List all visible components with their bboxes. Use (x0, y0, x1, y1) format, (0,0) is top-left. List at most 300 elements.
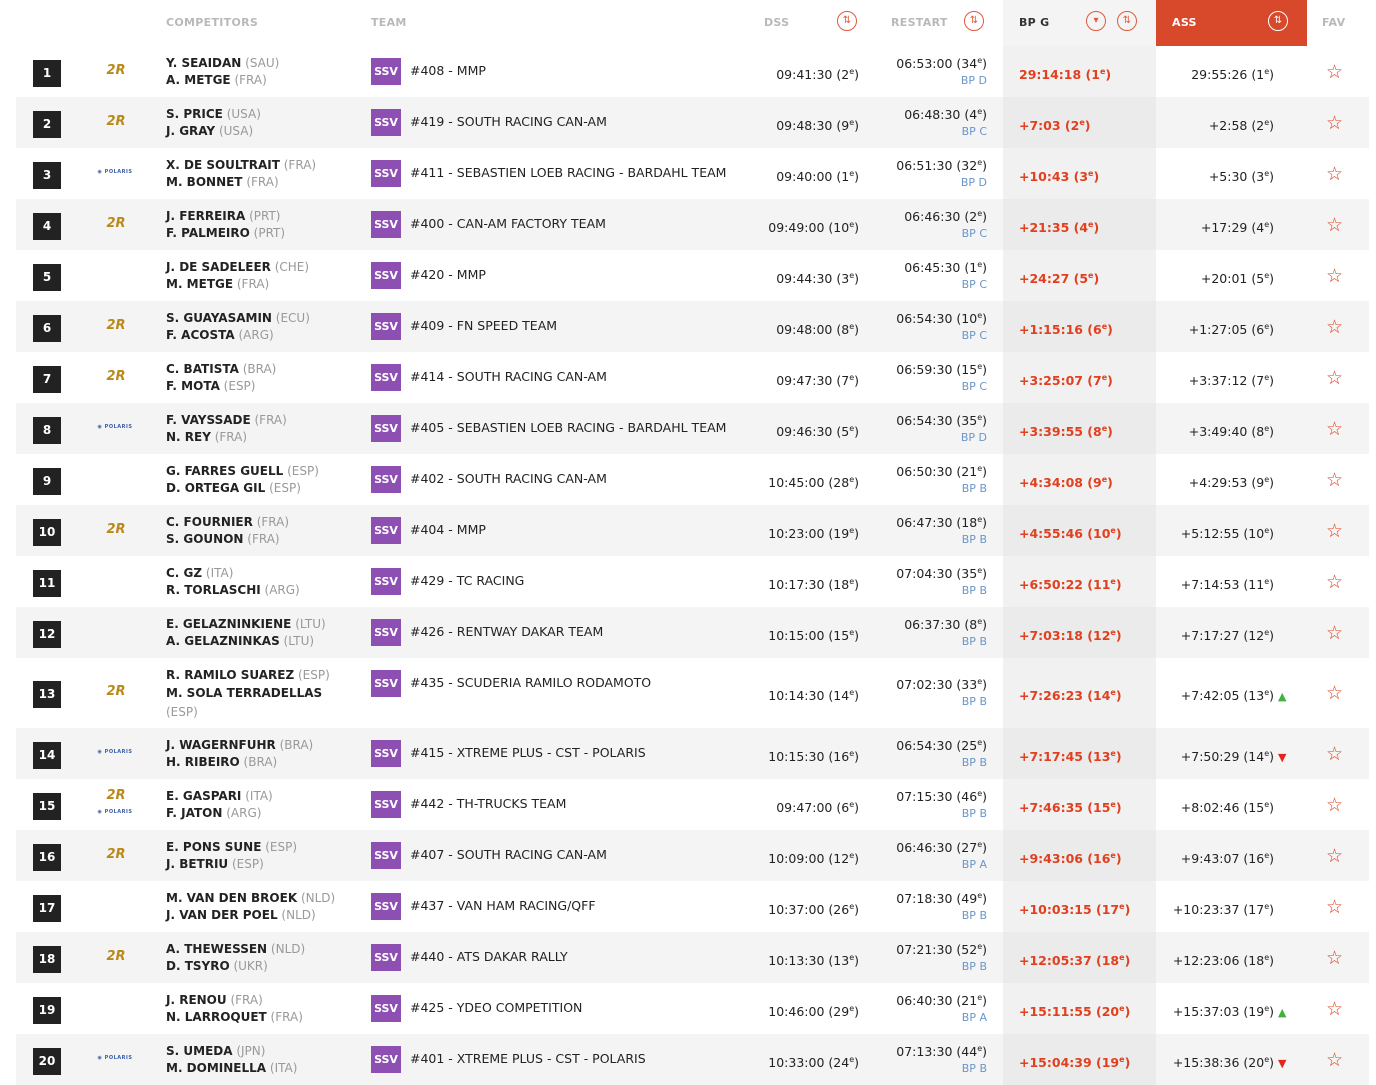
category-badge: SSV (371, 944, 401, 971)
bpg-time: 29:14:18 (1e) (1019, 67, 1112, 83)
dss-sort-icon[interactable]: ⇅ (837, 11, 857, 31)
bpg-time: +3:39:55 (8e) (1019, 424, 1113, 440)
codriver-name[interactable]: F. PALMEIRO (166, 226, 250, 240)
bpg-time: +7:46:35 (15e) (1019, 800, 1122, 816)
favorite-star-icon[interactable]: ☆ (1326, 998, 1344, 1020)
category-badge: SSV (371, 842, 401, 869)
favorite-star-icon[interactable]: ☆ (1326, 794, 1344, 816)
team-name[interactable]: #442 - TH-TRUCKS TEAM (410, 796, 567, 811)
codriver-name[interactable]: R. TORLASCHI (166, 583, 261, 597)
table-row[interactable] (16, 97, 1369, 148)
codriver-nationality: (BRA) (239, 755, 278, 769)
team-name[interactable]: #401 - XTREME PLUS - CST - POLARIS (410, 1051, 646, 1066)
restart-time: 06:37:30 (8e) BP B (904, 617, 987, 649)
team-name[interactable]: #400 - CAN-AM FACTORY TEAM (410, 216, 606, 231)
dss-time: 09:46:30 (5e) (776, 424, 859, 440)
team-name[interactable]: #425 - YDEO COMPETITION (410, 1000, 583, 1015)
dss-time: 09:41:30 (2e) (776, 67, 859, 83)
rank-badge: 17 (33, 895, 61, 922)
bp-label: BP B (961, 533, 987, 547)
bpg-time: +7:03 (2e) (1019, 118, 1091, 134)
favorite-star-icon[interactable]: ☆ (1326, 947, 1344, 969)
bpg-time: +10:03:15 (17e) (1019, 902, 1131, 918)
driver-nationality: (BRA) (238, 362, 277, 376)
driver-name[interactable]: C. BATISTA (166, 362, 239, 376)
table-row[interactable] (16, 148, 1369, 199)
rank-badge: 10 (33, 519, 61, 546)
team-name[interactable]: #440 - ATS DAKAR RALLY (410, 949, 568, 964)
ass-time: +7:17:27 (12e) (1180, 628, 1274, 644)
dss-time: 09:40:00 (1e) (776, 169, 859, 185)
codriver-name[interactable]: J. VAN DER POEL (166, 908, 278, 922)
rank-up-icon: ▲ (1278, 1006, 1287, 1019)
codriver-nationality: (FRA) (242, 175, 279, 189)
table-row[interactable] (16, 199, 1369, 250)
brand-2r-logo: 2R (106, 949, 126, 964)
table-row[interactable] (16, 505, 1369, 556)
restart-time: 06:59:30 (15e) BP C (896, 362, 987, 394)
bpg-time: +24:27 (5e) (1019, 271, 1100, 287)
restart-time: 06:51:30 (32e) BP D (896, 158, 987, 190)
favorite-star-icon[interactable]: ☆ (1326, 316, 1344, 338)
competitors-cell (166, 310, 310, 344)
category-badge: SSV (371, 313, 401, 340)
team-name[interactable]: #409 - FN SPEED TEAM (410, 318, 558, 333)
team-name[interactable]: #402 - SOUTH RACING CAN-AM (410, 471, 607, 486)
favorite-star-icon[interactable]: ☆ (1326, 367, 1344, 389)
restart-time: 06:50:30 (21e) BP B (896, 464, 987, 496)
bpg-sort-icon[interactable]: ⇅ (1117, 11, 1137, 31)
rank-down-icon: ▼ (1278, 751, 1287, 764)
ass-time: +7:42:05 (13e) (1180, 688, 1274, 704)
codriver-name[interactable]: A. GELAZNINKAS (166, 634, 280, 648)
rank-badge: 6 (33, 315, 61, 342)
restart-time: 07:04:30 (35e) BP B (896, 566, 987, 598)
driver-name[interactable]: R. RAMILO SUAREZ (166, 668, 295, 682)
bpg-time: +7:03:18 (12e) (1019, 628, 1122, 644)
codriver-name[interactable]: M. DOMINELLA (166, 1061, 267, 1075)
polaris-logo: ◉ POLARIS (97, 809, 133, 815)
driver-name[interactable]: M. VAN DEN BROEK (166, 891, 298, 905)
driver-nationality: (NLD) (267, 942, 306, 956)
bp-label: BP B (961, 695, 987, 709)
restart-time: 07:18:30 (49e) BP B (896, 891, 987, 923)
table-row[interactable] (16, 728, 1369, 779)
dss-time: 10:15:30 (16e) (768, 749, 859, 765)
driver-nationality: (NLD) (297, 891, 336, 905)
codriver-name[interactable]: F. JATON (166, 806, 223, 820)
codriver-nationality: (ARG) (234, 328, 274, 342)
dss-time: 10:14:30 (14e) (768, 688, 859, 704)
rank-badge: 1 (33, 60, 61, 87)
favorite-star-icon[interactable]: ☆ (1326, 265, 1344, 287)
category-badge: SSV (371, 466, 401, 493)
bpg-time: +7:26:23 (14e) (1019, 688, 1122, 704)
driver-nationality: (ECU) (271, 311, 310, 325)
codriver-nationality: (LTU) (279, 634, 315, 648)
category-badge: SSV (371, 160, 401, 187)
ass-time: +12:23:06 (18e) (1172, 953, 1274, 969)
bpg-time: +7:17:45 (13e) (1019, 749, 1122, 765)
team-name[interactable]: #426 - RENTWAY DAKAR TEAM (410, 624, 604, 639)
favorite-star-icon[interactable]: ☆ (1326, 214, 1344, 236)
table-row[interactable] (16, 46, 1369, 97)
codriver-name[interactable]: H. RIBEIRO (166, 755, 240, 769)
table-row[interactable] (16, 403, 1369, 454)
driver-nationality: (FRA) (250, 413, 287, 427)
driver-name[interactable]: X. DE SOULTRAIT (166, 158, 280, 172)
favorite-star-icon[interactable]: ☆ (1326, 61, 1344, 83)
driver-nationality: (FRA) (252, 515, 290, 529)
codriver-nationality: (ESP) (228, 857, 264, 871)
competitors-cell (166, 361, 276, 395)
driver-nationality: (ESP) (283, 464, 319, 478)
driver-name[interactable]: Y. SEAIDAN (166, 56, 242, 70)
dss-time: 10:33:00 (24e) (768, 1055, 859, 1071)
header-bpg[interactable]: BP G (1019, 16, 1050, 29)
codriver-nationality: (FRA) (233, 277, 270, 291)
rank-badge: 12 (33, 621, 61, 648)
rank-badge: 9 (33, 468, 61, 495)
driver-name[interactable]: C. GZ (166, 566, 203, 580)
codriver-nationality: (FRA) (230, 73, 267, 87)
polaris-logo: ◉ POLARIS (97, 169, 133, 175)
table-row[interactable] (16, 301, 1369, 352)
rank-badge: 19 (33, 997, 61, 1024)
codriver-name[interactable]: D. TSYRO (166, 959, 230, 973)
bpg-time: +12:05:37 (18e) (1019, 953, 1131, 969)
table-row[interactable] (16, 932, 1369, 983)
driver-nationality: (USA) (222, 107, 261, 121)
driver-nationality: (ITA) (241, 789, 273, 803)
dss-time: 10:23:00 (19e) (768, 526, 859, 542)
driver-name[interactable]: F. VAYSSADE (166, 413, 251, 427)
bp-label: BP B (961, 909, 987, 923)
dss-time: 09:47:00 (6e) (776, 800, 859, 816)
codriver-name[interactable]: J. BETRIU (166, 857, 229, 871)
driver-name[interactable]: S. PRICE (166, 107, 223, 121)
brand-2r-logo: 2R (106, 847, 126, 862)
codriver-nationality: (ARG) (260, 583, 300, 597)
restart-sort-icon[interactable]: ⇅ (964, 11, 984, 31)
codriver-nationality: (FRA) (210, 430, 248, 444)
restart-time: 06:45:30 (1e) BP C (904, 260, 987, 292)
codriver-name[interactable]: N. LARROQUET (166, 1010, 267, 1024)
ass-time: +8:02:46 (15e) (1180, 800, 1274, 816)
polaris-logo: ◉ POLARIS (97, 424, 133, 430)
brand-2r-logo: 2R (106, 114, 126, 129)
team-name[interactable]: #419 - SOUTH RACING CAN-AM (410, 114, 607, 129)
table-row[interactable] (16, 556, 1369, 607)
dss-time: 10:15:00 (15e) (768, 628, 859, 644)
codriver-name[interactable]: F. ACOSTA (166, 328, 235, 342)
ass-time: +7:14:53 (11e) (1180, 577, 1274, 593)
driver-nationality: (PRT) (245, 209, 281, 223)
team-name[interactable]: #415 - XTREME PLUS - CST - POLARIS (410, 745, 646, 760)
bpg-time: +21:35 (4e) (1019, 220, 1100, 236)
brand-2r-logo: 2R (106, 216, 126, 231)
codriver-name[interactable]: F. MOTA (166, 379, 220, 393)
driver-nationality: (ITA) (202, 566, 234, 580)
brand-2r-logo: 2R (106, 522, 126, 537)
codriver-nationality: (ARG) (222, 806, 262, 820)
driver-name[interactable]: E. PONS SUNE (166, 840, 262, 854)
brand-2r-logo: 2R (106, 318, 126, 333)
rank-up-icon: ▲ (1278, 690, 1287, 703)
category-badge: SSV (371, 995, 401, 1022)
chevron-down-icon[interactable]: ▾ (1086, 11, 1106, 31)
rank-down-icon: ▼ (1278, 1057, 1287, 1070)
codriver-nationality: (FRA) (266, 1010, 303, 1024)
ass-time: +7:50:29 (14e) (1180, 749, 1274, 765)
ass-sort-icon[interactable]: ⇅ (1268, 11, 1288, 31)
team-name[interactable]: #429 - TC RACING (410, 573, 525, 588)
bpg-time: +10:43 (3e) (1019, 169, 1100, 185)
bp-label: BP B (961, 960, 987, 974)
codriver-name[interactable]: D. ORTEGA GIL (166, 481, 266, 495)
rank-badge: 5 (33, 264, 61, 291)
header-fav: FAV (1322, 16, 1346, 29)
ass-time: +2:58 (2e) (1208, 118, 1274, 134)
restart-time: 07:15:30 (46e) BP B (896, 789, 987, 821)
dss-time: 10:09:00 (12e) (768, 851, 859, 867)
dss-time: 10:37:00 (26e) (768, 902, 859, 918)
dss-time: 10:17:30 (18e) (768, 577, 859, 593)
bpg-time: +15:04:39 (19e) (1019, 1055, 1131, 1071)
rank-badge: 7 (33, 366, 61, 393)
favorite-star-icon[interactable]: ☆ (1326, 163, 1344, 185)
driver-nationality: (JPN) (232, 1044, 266, 1058)
restart-time: 06:47:30 (18e) BP B (896, 515, 987, 547)
header-dss[interactable]: DSS (764, 16, 790, 29)
category-badge: SSV (371, 415, 401, 442)
driver-name[interactable]: J. DE SADELEER (166, 260, 271, 274)
bp-label: BP C (961, 125, 987, 139)
bpg-time: +1:15:16 (6e) (1019, 322, 1113, 338)
table-row[interactable] (16, 454, 1369, 505)
competitors-cell (166, 890, 335, 924)
bpg-time: +4:34:08 (9e) (1019, 475, 1113, 491)
table-row[interactable] (16, 881, 1369, 932)
driver-nationality: (BRA) (275, 738, 314, 752)
team-name[interactable]: #437 - VAN HAM RACING/QFF (410, 898, 596, 913)
driver-nationality: (ESP) (261, 840, 298, 854)
ass-time: +15:38:36 (20e) (1172, 1055, 1274, 1071)
table-row[interactable] (16, 250, 1369, 301)
competitors-cell (166, 616, 326, 650)
category-badge: SSV (371, 109, 401, 136)
team-name[interactable]: #404 - MMP (410, 522, 486, 537)
rank-badge: 3 (33, 162, 61, 189)
rank-badge: 15 (33, 793, 61, 820)
bpg-time: +4:55:46 (10e) (1019, 526, 1122, 542)
restart-time: 06:54:30 (10e) BP C (896, 311, 987, 343)
bp-label: BP B (961, 807, 987, 821)
driver-name[interactable]: S. UMEDA (166, 1044, 233, 1058)
driver-name[interactable]: J. FERREIRA (166, 209, 246, 223)
favorite-star-icon[interactable]: ☆ (1326, 896, 1344, 918)
competitors-cell (166, 565, 300, 599)
bp-label: BP C (961, 329, 987, 343)
restart-time: 06:40:30 (21e) BP A (896, 993, 987, 1025)
rank-badge: 16 (33, 844, 61, 871)
table-header (0, 0, 1376, 46)
rank-badge: 18 (33, 946, 61, 973)
restart-time: 07:21:30 (52e) BP B (896, 942, 987, 974)
team-name[interactable]: #405 - SEBASTIEN LOEB RACING - BARDAHL TEAM (410, 420, 727, 435)
rank-badge: 4 (33, 213, 61, 240)
dss-time: 10:45:00 (28e) (768, 475, 859, 491)
category-badge: SSV (371, 791, 401, 818)
codriver-name[interactable]: M. SOLA TERRADELLAS (166, 686, 323, 700)
favorite-star-icon[interactable]: ☆ (1326, 418, 1344, 440)
brand-2r-logo: 2R (106, 369, 126, 384)
competitors-cell (166, 106, 261, 140)
driver-name[interactable]: S. GUAYASAMIN (166, 311, 272, 325)
driver-name[interactable]: C. FOURNIER (166, 515, 253, 529)
table-row[interactable] (16, 983, 1369, 1034)
driver-name[interactable]: J. WAGERNFUHR (166, 738, 276, 752)
ass-time: +9:43:07 (16e) (1180, 851, 1274, 867)
restart-time: 07:02:30 (33e) BP B (896, 677, 987, 709)
codriver-nationality: (PRT) (249, 226, 286, 240)
polaris-logo: ◉ POLARIS (97, 1055, 133, 1061)
competitors-cell (166, 992, 303, 1026)
driver-nationality: (CHE) (270, 260, 310, 274)
bp-label: BP D (960, 431, 987, 445)
table-row[interactable] (16, 658, 1369, 728)
team-name[interactable]: #414 - SOUTH RACING CAN-AM (410, 369, 607, 384)
table-row[interactable] (16, 779, 1369, 830)
header-team[interactable]: TEAM (371, 16, 407, 29)
favorite-star-icon[interactable]: ☆ (1326, 1049, 1344, 1071)
table-row[interactable] (16, 830, 1369, 881)
restart-time: 06:54:30 (35e) BP D (896, 413, 987, 445)
bpg-time: +3:25:07 (7e) (1019, 373, 1113, 389)
codriver-name[interactable]: A. METGE (166, 73, 231, 87)
dss-time: 09:48:30 (9e) (776, 118, 859, 134)
restart-time: 07:13:30 (44e) BP B (896, 1044, 987, 1076)
dss-time: 10:13:30 (13e) (768, 953, 859, 969)
header-competitors[interactable]: COMPETITORS (166, 16, 259, 29)
rank-badge: 8 (33, 417, 61, 444)
team-name[interactable]: #420 - MMP (410, 267, 486, 282)
bp-label: BP C (961, 380, 987, 394)
team-name[interactable]: #411 - SEBASTIEN LOEB RACING - BARDAHL TEAM (410, 165, 727, 180)
bp-label: BP D (960, 176, 987, 190)
ass-time: +3:49:40 (8e) (1188, 424, 1274, 440)
driver-nationality: (FRA) (279, 158, 317, 172)
ass-time: +1:27:05 (6e) (1188, 322, 1274, 338)
driver-name[interactable]: G. FARRES GUELL (166, 464, 284, 478)
category-badge: SSV (371, 364, 401, 391)
competitors-cell (166, 463, 319, 497)
category-badge: SSV (371, 619, 401, 646)
driver-name[interactable]: J. RENOU (166, 993, 227, 1007)
bp-label: BP B (961, 584, 987, 598)
team-name[interactable]: #407 - SOUTH RACING CAN-AM (410, 847, 607, 862)
table-row[interactable] (16, 352, 1369, 403)
rank-badge: 13 (33, 681, 61, 708)
team-name[interactable]: #435 - SCUDERIA RAMILO RODAMOTO (410, 675, 652, 690)
favorite-star-icon[interactable]: ☆ (1326, 622, 1344, 644)
codriver-name[interactable]: M. METGE (166, 277, 234, 291)
favorite-star-icon[interactable]: ☆ (1326, 743, 1344, 765)
dss-time: 09:48:00 (8e) (776, 322, 859, 338)
brand-2r-logo: 2R (106, 63, 126, 78)
bpg-time: +9:43:06 (16e) (1019, 851, 1122, 867)
driver-nationality: (ESP) (294, 668, 330, 682)
category-badge: SSV (371, 893, 401, 920)
driver-name[interactable]: E. GELAZNINKIENE (166, 617, 292, 631)
codriver-name[interactable]: M. BONNET (166, 175, 243, 189)
driver-name[interactable]: A. THEWESSEN (166, 942, 268, 956)
driver-name[interactable]: E. GASPARI (166, 789, 242, 803)
rank-badge: 20 (33, 1048, 61, 1075)
rank-badge: 2 (33, 111, 61, 138)
codriver-name[interactable]: S. GOUNON (166, 532, 244, 546)
restart-time: 06:53:00 (34e) BP D (896, 56, 987, 88)
favorite-star-icon[interactable]: ☆ (1326, 682, 1344, 704)
brand-2r-logo: 2R (106, 788, 126, 803)
ass-time: +20:01 (5e) (1200, 271, 1274, 287)
restart-time: 06:48:30 (4e) BP C (904, 107, 987, 139)
bpg-time: +6:50:22 (11e) (1019, 577, 1122, 593)
ass-time: +10:23:37 (17e) (1172, 902, 1274, 918)
ass-time: +4:29:53 (9e) (1188, 475, 1274, 491)
bp-label: BP B (961, 1062, 987, 1076)
header-ass[interactable]: ASS (1172, 16, 1197, 29)
restart-time: 06:46:30 (27e) BP A (896, 840, 987, 872)
competitors-cell (166, 208, 285, 242)
codriver-name[interactable]: N. REY (166, 430, 211, 444)
category-badge: SSV (371, 58, 401, 85)
ass-time: +3:37:12 (7e) (1188, 373, 1274, 389)
bp-label: BP B (961, 635, 987, 649)
codriver-nationality: (NLD) (277, 908, 316, 922)
codriver-nationality: (ITA) (266, 1061, 298, 1075)
favorite-star-icon[interactable]: ☆ (1326, 520, 1344, 542)
codriver-nationality: (USA) (215, 124, 254, 138)
favorite-star-icon[interactable]: ☆ (1326, 469, 1344, 491)
favorite-star-icon[interactable]: ☆ (1326, 845, 1344, 867)
favorite-star-icon[interactable]: ☆ (1326, 571, 1344, 593)
dss-time: 09:47:30 (7e) (776, 373, 859, 389)
codriver-nationality: (ESP) (166, 705, 198, 719)
bp-label: BP A (961, 1011, 987, 1025)
codriver-nationality: (ESP) (219, 379, 256, 393)
category-badge: SSV (371, 740, 401, 767)
rank-badge: 11 (33, 570, 61, 597)
bp-label: BP B (961, 482, 987, 496)
table-row[interactable] (16, 1034, 1369, 1085)
header-restart[interactable]: RESTART (891, 16, 948, 29)
codriver-name[interactable]: J. GRAY (166, 124, 216, 138)
table-row[interactable] (16, 607, 1369, 658)
favorite-star-icon[interactable]: ☆ (1326, 112, 1344, 134)
ass-time: +17:29 (4e) (1200, 220, 1274, 236)
competitors-cell (166, 514, 289, 548)
dss-time: 09:49:00 (10e) (768, 220, 859, 236)
category-badge: SSV (371, 211, 401, 238)
bp-label: BP C (961, 227, 987, 241)
competitors-cell (166, 259, 309, 293)
driver-nationality: (SAU) (241, 56, 280, 70)
team-name[interactable]: #408 - MMP (410, 63, 486, 78)
competitors-cell (166, 839, 297, 873)
category-badge: SSV (371, 517, 401, 544)
competitors-cell (166, 667, 330, 722)
